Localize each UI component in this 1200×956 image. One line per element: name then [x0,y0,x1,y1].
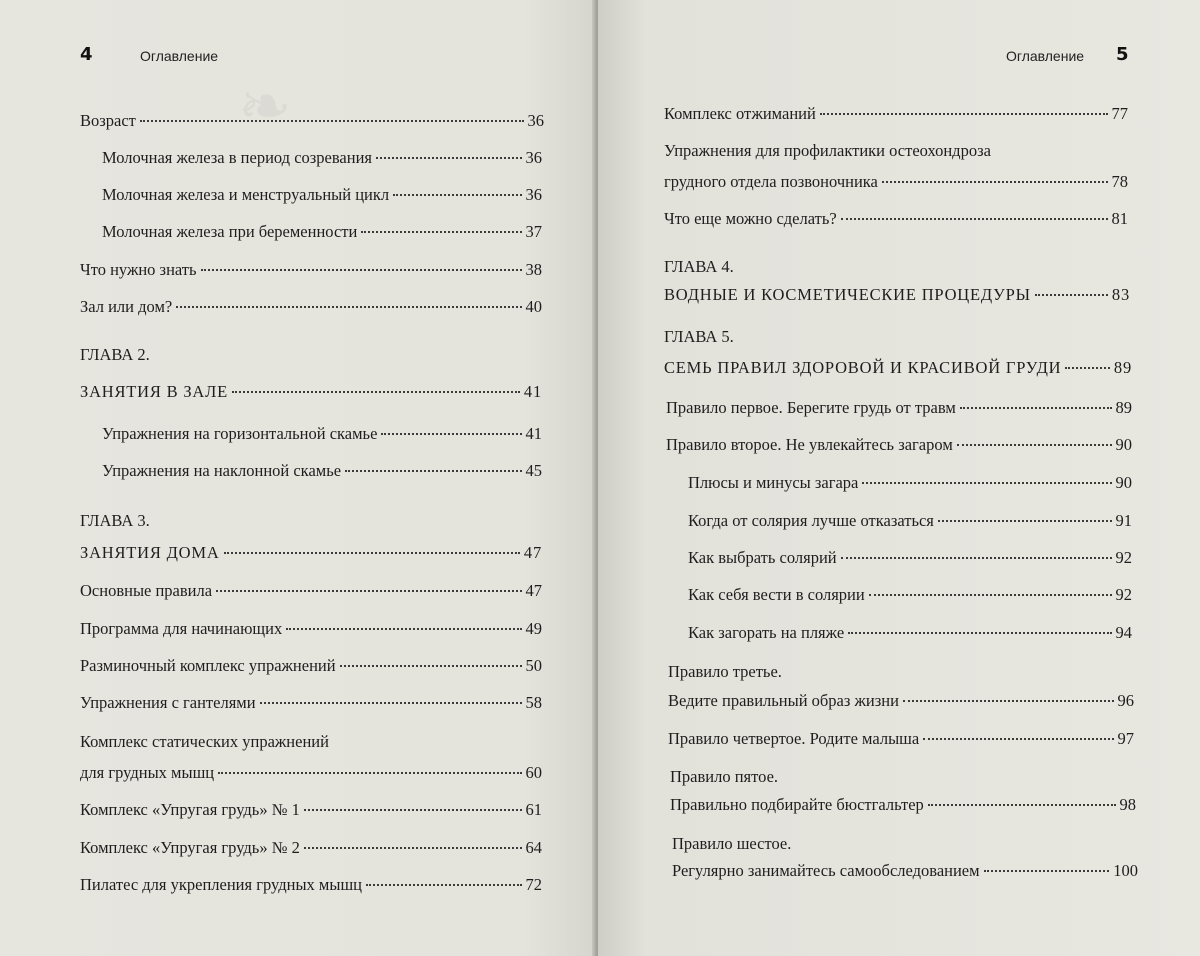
toc-entry[interactable]: Молочная железа при беременности 37 [102,222,542,241]
dot-leader [376,157,521,159]
toc-entry[interactable]: Что нужно знать 38 [80,260,542,279]
dot-leader [923,738,1113,740]
toc-entry[interactable]: Ведите правильный образ жизни 96 [668,691,1134,710]
dot-leader [841,557,1112,559]
toc-entry-first-line: Правило пятое. [670,767,779,786]
dot-leader [1035,294,1108,296]
left-page [0,0,596,956]
dot-leader [848,632,1111,634]
dot-leader [224,552,520,554]
toc-entry[interactable]: Упражнения с гантелями 58 [80,693,542,712]
toc-entry[interactable]: Разминочный комплекс упражнений 50 [80,656,542,675]
dot-leader [304,847,522,849]
toc-entry[interactable]: Комплекс «Упругая грудь» № 2 64 [80,838,542,857]
toc-entry[interactable]: Пилатес для укрепления грудных мышц 72 [80,875,542,894]
dot-leader [345,470,521,472]
toc-entry[interactable]: Плюсы и минусы загара 90 [688,473,1132,492]
toc-entry[interactable]: Упражнения на наклонной скамье 45 [102,461,542,480]
toc-chapter-entry[interactable]: ВОДНЫЕ И КОСМЕТИЧЕСКИЕ ПРОЦЕДУРЫ 83 [664,285,1130,304]
toc-entry[interactable]: Регулярно занимайтесь самообследованием 100 [672,861,1138,880]
chapter-label: ГЛАВА 5. [664,327,734,346]
dot-leader [260,702,522,704]
dot-leader [820,113,1108,115]
running-head-right: Оглавление [1006,48,1085,64]
toc-entry[interactable]: грудного отдела позвоночника 78 [664,172,1128,191]
show-through-watermark: ❧ [238,70,296,144]
toc-entry[interactable]: Правильно подбирайте бюстгальтер 98 [670,795,1136,814]
dot-leader [176,306,521,308]
chapter-label: ГЛАВА 2. [80,345,150,364]
dot-leader [232,391,520,393]
toc-entry-first-line: Упражнения для профилактики остеохондроза [664,141,991,160]
toc-entry[interactable]: Зал или дом? 40 [80,297,542,316]
toc-entry[interactable]: Как себя вести в солярии 92 [688,585,1132,604]
toc-entry[interactable]: Комплекс отжиманий 77 [664,104,1128,123]
right-page [598,0,1200,956]
dot-leader [286,628,521,630]
toc-chapter-entry[interactable]: ЗАНЯТИЯ ДОМА 47 [80,543,542,562]
toc-entry[interactable]: Основные правила 47 [80,581,542,600]
dot-leader [960,407,1112,409]
toc-entry-first-line: Комплекс статических упражнений [80,732,329,751]
dot-leader [1065,367,1110,369]
dot-leader [938,520,1112,522]
dot-leader [393,194,521,196]
toc-entry-first-line: Правило шестое. [672,834,792,853]
toc-entry[interactable]: Когда от солярия лучше отказаться 91 [688,511,1132,530]
dot-leader [381,433,521,435]
dot-leader [340,665,522,667]
dot-leader [218,772,521,774]
dot-leader [216,590,521,592]
toc-chapter-entry[interactable]: ЗАНЯТИЯ В ЗАЛЕ 41 [80,382,542,401]
chapter-label: ГЛАВА 4. [664,257,734,276]
toc-entry[interactable]: Возраст 36 [80,111,544,130]
toc-entry[interactable]: Комплекс «Упругая грудь» № 1 61 [80,800,542,819]
toc-entry[interactable]: Правило второе. Не увлекайтесь загаром 90 [666,435,1132,454]
dot-leader [862,482,1111,484]
toc-entry[interactable]: Что еще можно сделать? 81 [664,209,1128,228]
dot-leader [957,444,1112,446]
toc-entry[interactable]: Молочная железа в период созревания 36 [102,148,542,167]
toc-entry[interactable]: Правило первое. Берегите грудь от травм 89 [666,398,1132,417]
dot-leader [841,218,1108,220]
toc-entry[interactable]: для грудных мышц 60 [80,763,542,782]
dot-leader [361,231,521,233]
dot-leader [928,804,1116,806]
dot-leader [304,809,522,811]
page-number-right: 5 [1116,44,1129,65]
dot-leader [201,269,522,271]
dot-leader [903,700,1114,702]
toc-entry[interactable]: Правило четвертое. Родите малыша 97 [668,729,1134,748]
toc-entry-first-line: Правило третье. [668,662,782,681]
page-number-left: 4 [80,44,93,65]
chapter-label: ГЛАВА 3. [80,511,150,530]
toc-entry[interactable]: Как выбрать солярий 92 [688,548,1132,567]
dot-leader [869,594,1112,596]
running-head-left: Оглавление [140,48,219,64]
toc-entry[interactable]: Как загорать на пляже 94 [688,623,1132,642]
toc-entry[interactable]: Упражнения на горизонтальной скамье 41 [102,424,542,443]
dot-leader [984,870,1110,872]
toc-entry[interactable]: Программа для начинающих 49 [80,619,542,638]
dot-leader [882,181,1108,183]
dot-leader [140,120,524,122]
toc-chapter-entry[interactable]: СЕМЬ ПРАВИЛ ЗДОРОВОЙ И КРАСИВОЙ ГРУДИ 89 [664,358,1132,377]
dot-leader [366,884,522,886]
toc-entry[interactable]: Молочная железа и менструальный цикл 36 [102,185,542,204]
